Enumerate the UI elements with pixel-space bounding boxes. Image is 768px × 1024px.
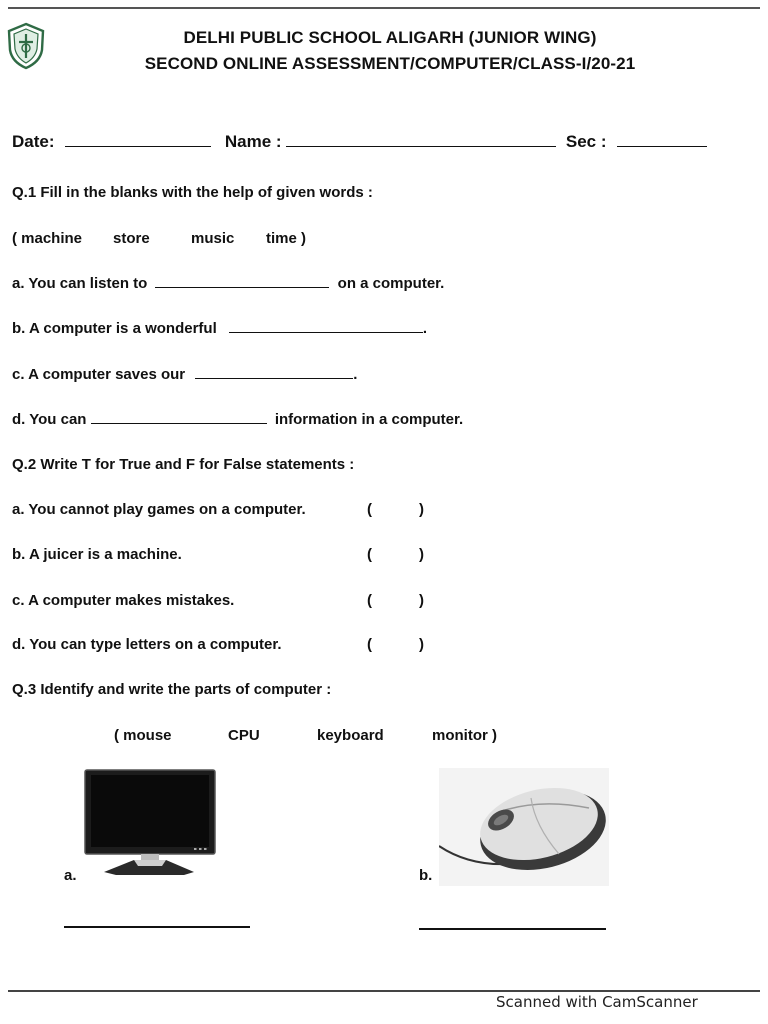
q1-a-blank[interactable] — [155, 275, 329, 288]
q1-item-a — [12, 275, 444, 292]
q1-a-text-after: on a computer. — [337, 275, 445, 292]
q2-answer-close: ) — [419, 592, 424, 609]
q2-answer-close: ) — [419, 636, 424, 653]
q2-statement: a. You cannot play games on a computer. — [12, 501, 306, 518]
q1-a-text: a. You can listen to — [12, 275, 148, 292]
q3-answer-line-b[interactable] — [419, 928, 606, 930]
q1-d-text-after: information in a computer. — [274, 411, 464, 428]
name-label: Name : — [224, 132, 282, 151]
school-logo-icon — [6, 22, 46, 70]
q1-item-d — [12, 411, 463, 428]
q1-c-blank[interactable] — [195, 366, 353, 379]
info-row — [12, 132, 707, 152]
q3-answer-line-a[interactable] — [64, 926, 250, 928]
q1-item-b — [12, 320, 427, 337]
mouse-icon — [439, 768, 609, 886]
q1-word: music — [191, 230, 235, 247]
q2-answer-open: ( — [367, 636, 372, 653]
assessment-title: SECOND ONLINE ASSESSMENT/COMPUTER/CLASS-I/20-21 — [144, 54, 636, 73]
q1-word: ( machine — [12, 230, 83, 247]
q1-c-text-after: . — [353, 366, 358, 383]
q2-answer-open: ( — [367, 501, 372, 518]
q2-statement: c. A computer makes mistakes. — [12, 592, 235, 609]
q3-word: monitor ) — [432, 727, 497, 744]
q3-label-b: b. — [419, 867, 433, 884]
top-border — [8, 7, 760, 9]
q1-b-text-after: . — [422, 320, 428, 337]
q3-label-a: a. — [64, 867, 77, 884]
q2-title: Q.2 Write T for True and F for False statements : — [12, 456, 355, 473]
sec-field[interactable] — [617, 134, 707, 147]
q3-word: keyboard — [317, 727, 384, 744]
q1-b-text: b. A computer is a wonderful — [12, 320, 217, 337]
q2-statement: b. A juicer is a machine. — [12, 546, 182, 563]
monitor-icon — [82, 768, 218, 878]
scanner-watermark: Scanned with CamScanner — [496, 993, 698, 1011]
q3-word: ( mouse — [114, 727, 172, 744]
q2-answer-close: ) — [419, 501, 424, 518]
q2-answer-open: ( — [367, 546, 372, 563]
sec-label: Sec : — [565, 132, 607, 151]
q2-statement: d. You can type letters on a computer. — [12, 636, 282, 653]
q2-answer-close: ) — [419, 546, 424, 563]
q1-item-c — [12, 366, 357, 383]
q1-d-blank[interactable] — [91, 411, 267, 424]
q1-d-text: d. You can — [12, 411, 87, 428]
date-label: Date: — [12, 132, 55, 151]
q2-answer-open: ( — [367, 592, 372, 609]
q1-word: store — [113, 230, 150, 247]
bottom-border — [8, 990, 760, 992]
q3-word: CPU — [228, 727, 260, 744]
q1-b-blank[interactable] — [229, 320, 423, 333]
q1-c-text: c. A computer saves our — [12, 366, 186, 383]
q1-title: Q.1 Fill in the blanks with the help of given words : — [12, 184, 373, 201]
date-field[interactable] — [65, 134, 211, 147]
school-title: DELHI PUBLIC SCHOOL ALIGARH (JUNIOR WING) — [183, 28, 597, 47]
q1-word: time ) — [266, 230, 307, 247]
q3-title: Q.3 Identify and write the parts of computer : — [12, 681, 332, 698]
name-field[interactable] — [286, 134, 556, 147]
